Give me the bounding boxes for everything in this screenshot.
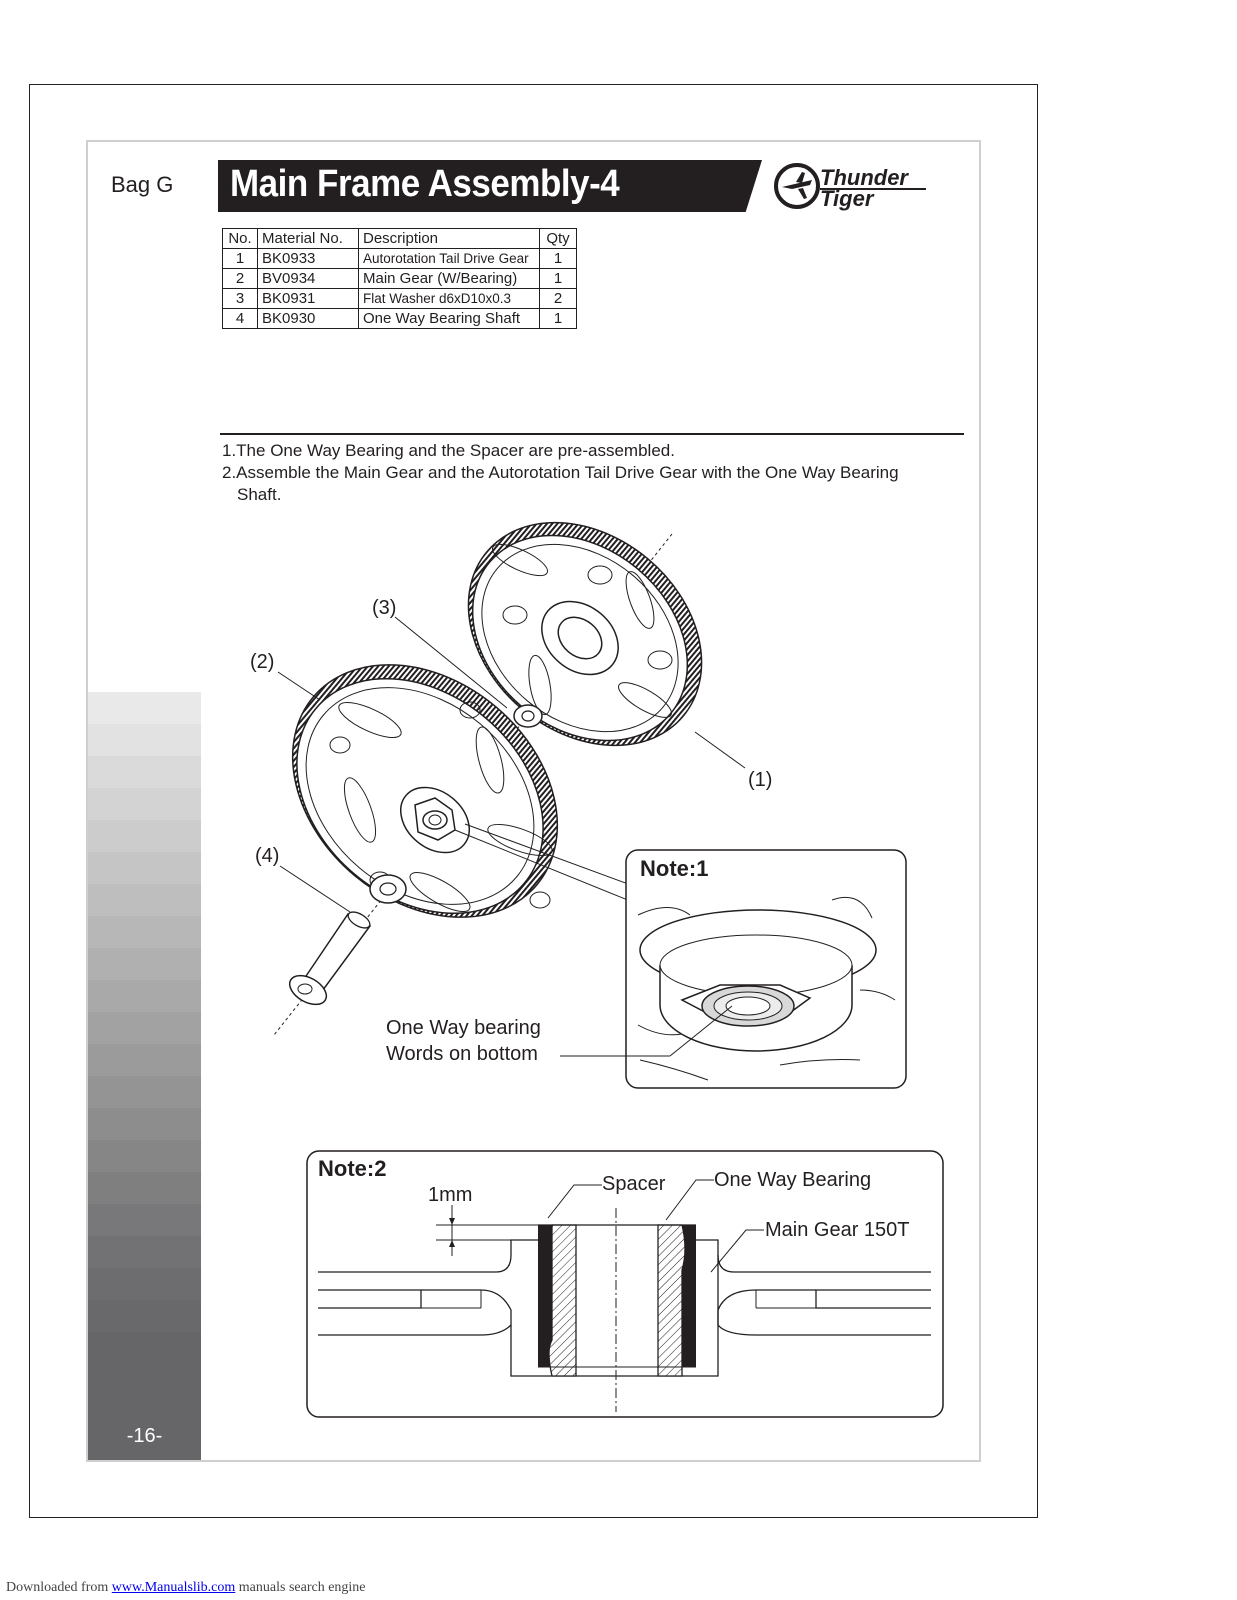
row-no: 2 (223, 269, 258, 289)
parts-table (222, 228, 577, 329)
table-row (223, 309, 577, 329)
row-description: One Way Bearing Shaft (359, 309, 540, 329)
spacer-label: Spacer (602, 1173, 666, 1195)
footer-prefix: Downloaded from (6, 1580, 112, 1595)
bearing-note-line2: Words on bottom (386, 1043, 538, 1065)
note2-title: Note:2 (318, 1156, 387, 1181)
row-no: 4 (223, 309, 258, 329)
table-row (223, 249, 577, 269)
footer-suffix: manuals search engine (235, 1580, 366, 1595)
header-no: No. (223, 229, 258, 249)
instruction-step-2: 2.Assemble the Main Gear and the Autorotation Tail Drive Gear with the One Way Bearing (222, 463, 899, 482)
header-material: Material No. (258, 229, 359, 249)
washer-3 (514, 705, 542, 727)
row-qty: 1 (540, 309, 577, 329)
main-gear-label: Main Gear 150T (765, 1219, 910, 1241)
row-description: Flat Washer d6xD10x0.3 (359, 289, 540, 309)
header-qty: Qty (540, 229, 577, 249)
note1-box (626, 850, 906, 1088)
table-row (223, 269, 577, 289)
row-description: Autorotation Tail Drive Gear (359, 249, 540, 269)
callout-2: (2) (250, 651, 275, 673)
page-title: Main Frame Assembly-4 (230, 163, 620, 205)
callout-3: (3) (372, 597, 397, 619)
logo-line1: Thunder (820, 165, 908, 190)
row-material: BK0930 (258, 309, 359, 329)
page-number: -16- (126, 1425, 163, 1447)
assembly-diagram (220, 520, 940, 1110)
logo-line2: Tiger (820, 186, 874, 211)
row-no: 3 (223, 289, 258, 309)
row-material: BK0933 (258, 249, 359, 269)
row-qty: 2 (540, 289, 577, 309)
sidebar-gradient (88, 142, 201, 1460)
washer-lower (370, 875, 406, 903)
one-way-bearing-label: One Way Bearing (714, 1169, 872, 1191)
bag-label: Bag G (111, 172, 174, 197)
row-qty: 1 (540, 269, 577, 289)
callout-4: (4) (255, 845, 280, 867)
instruction-step-1: 1.The One Way Bearing and the Spacer are pre-assembled. (222, 441, 675, 460)
header-description: Description (359, 229, 540, 249)
table-row (223, 289, 577, 309)
note1-title: Note:1 (640, 856, 709, 881)
instruction-step-2-cont: Shaft. (237, 485, 282, 504)
row-material: BV0934 (258, 269, 359, 289)
bearing-note-line1: One Way bearing (386, 1017, 541, 1039)
row-description: Main Gear (W/Bearing) (359, 269, 540, 289)
manualslib-link[interactable]: www.Manualslib.com (111, 1580, 236, 1595)
instructions (222, 440, 899, 506)
thunder-tiger-logo (768, 158, 948, 216)
footer (6, 1580, 366, 1596)
note2-box (306, 1150, 946, 1420)
row-qty: 1 (540, 249, 577, 269)
dim-1mm: 1mm (428, 1184, 473, 1206)
one-way-bearing-shaft (285, 909, 373, 1011)
callout-1: (1) (748, 769, 773, 791)
section-divider (220, 433, 964, 435)
row-no: 1 (223, 249, 258, 269)
table-header-row (223, 229, 577, 249)
row-material: BK0931 (258, 289, 359, 309)
